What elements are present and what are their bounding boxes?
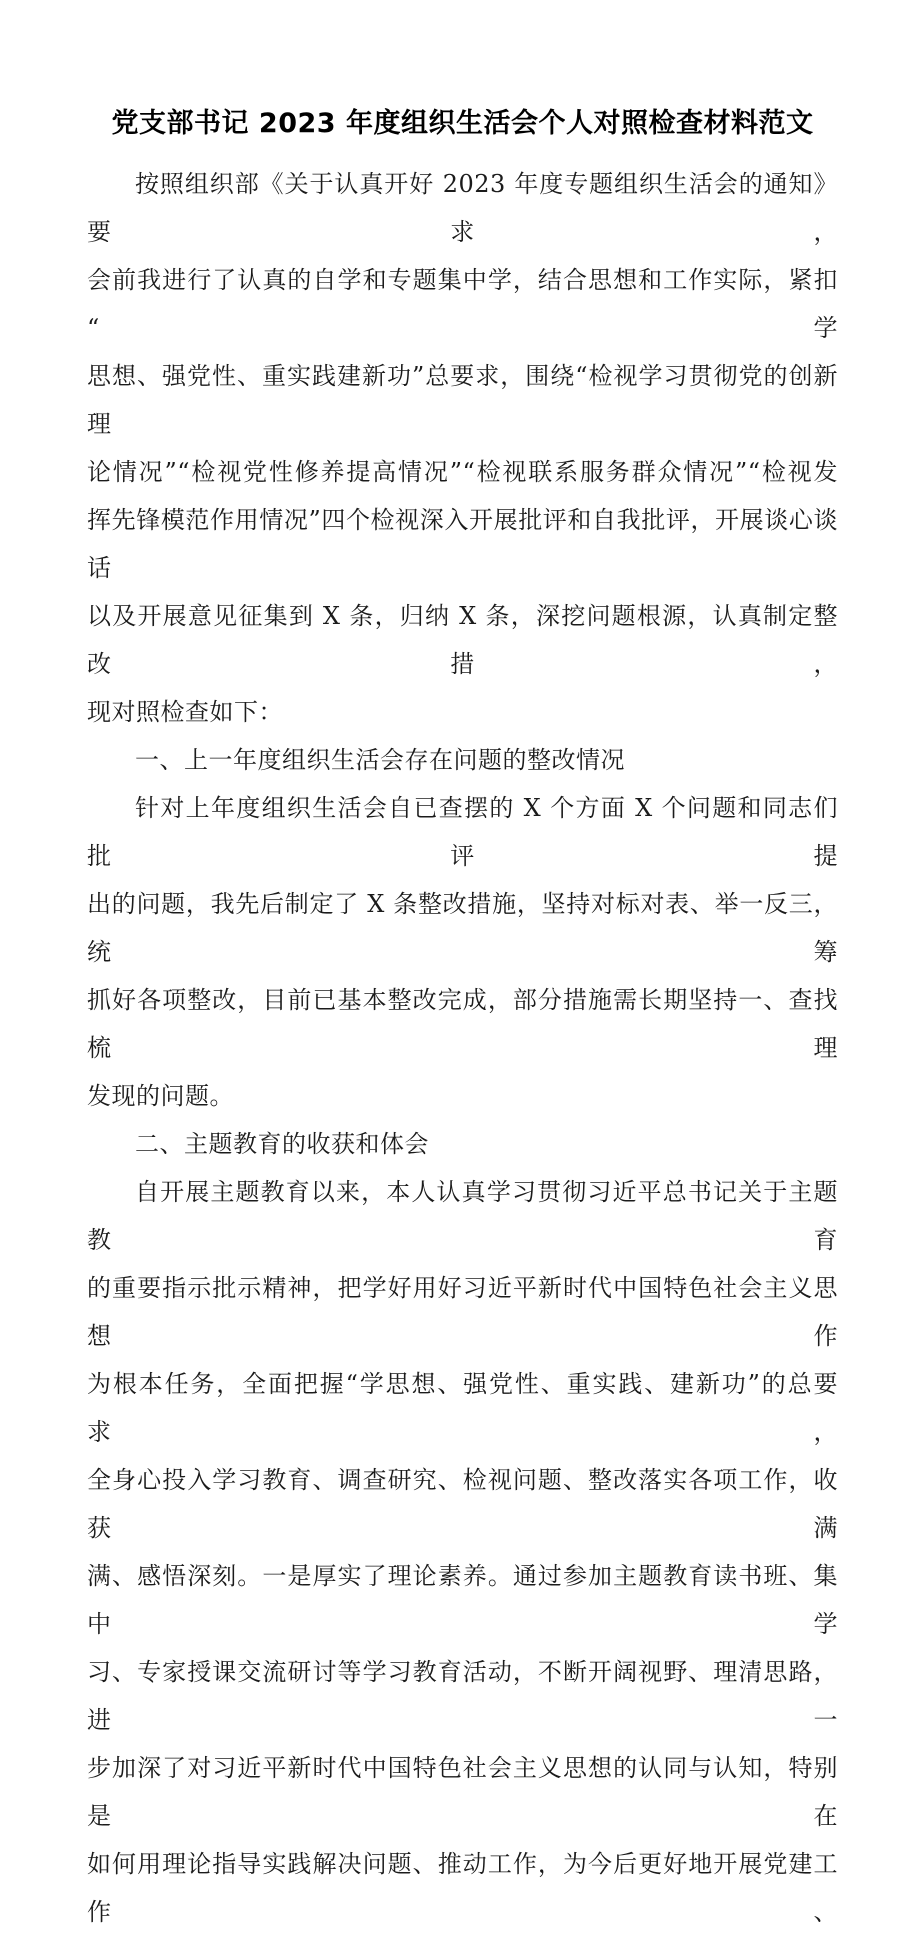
text-line: 针对上年度组织生活会自已查摆的 X 个方面 X 个问题和同志们批评提 — [87, 794, 838, 870]
text-line: 全身心投入学习教育、调查研究、检视问题、整改落实各项工作，收获满 — [87, 1466, 838, 1542]
section-heading — [87, 736, 838, 784]
text-line: 自开展主题教育以来，本人认真学习贯彻习近平总书记关于主题教育 — [87, 1178, 838, 1254]
text-line: 思想、强党性、重实践建新功”总要求，围绕“检视学习贯彻党的创新理 — [87, 362, 838, 438]
text-line: 按照组织部《关于认真开好 2023 年度专题组织生活会的通知》要求， — [87, 170, 838, 246]
text-line: 抓好各项整改，目前已基本整改完成，部分措施需长期坚持一、查找梳理 — [87, 986, 838, 1062]
section-heading — [87, 1120, 838, 1168]
text-line: 出的问题，我先后制定了 X 条整改措施，坚持对标对表、举一反三，统筹 — [87, 890, 838, 966]
text-line: 二、主题教育的收获和体会 — [135, 1130, 429, 1158]
text-line: 步加深了对习近平新时代中国特色社会主义思想的认同与认知，特别是在 — [87, 1754, 838, 1830]
text-line: 发现的问题。 — [87, 1082, 234, 1110]
text-line: 论情况”“检视党性修养提高情况”“检视联系服务群众情况”“检视发 — [87, 458, 838, 486]
text-line: 的重要指示批示精神，把学好用好习近平新时代中国特色社会主义思想作 — [87, 1274, 838, 1350]
paragraph — [87, 1168, 838, 1936]
document-title: 党支部书记 2023 年度组织生活会个人对照检查材料范文 — [111, 108, 814, 139]
text-line: 挥先锋模范作用情况”四个检视深入开展批评和自我批评，开展谈心谈话 — [87, 506, 838, 582]
paragraph — [87, 784, 838, 1120]
text-line: 习、专家授课交流研讨等学习教育活动，不断开阔视野、理清思路，进一 — [87, 1658, 838, 1734]
paragraph — [87, 160, 838, 736]
text-line: 满、感悟深刻。一是厚实了理论素养。通过参加主题教育读书班、集中学 — [87, 1562, 838, 1638]
text-line: 一、上一年度组织生活会存在问题的整改情况 — [135, 746, 625, 774]
text-line: 如何用理论指导实践解决问题、推动工作，为今后更好地开展党建工作、 — [87, 1850, 838, 1926]
text-line: 会前我进行了认真的自学和专题集中学，结合思想和工作实际，紧扣“学 — [87, 266, 838, 342]
text-line: 为根本任务，全面把握“学思想、强党性、重实践、建新功”的总要求， — [87, 1370, 838, 1446]
text-line: 现对照检查如下： — [87, 698, 283, 726]
document-body — [87, 160, 838, 1936]
text-line: 以及开展意见征集到 X 条，归纳 X 条，深挖问题根源，认真制定整改措， — [87, 602, 838, 678]
